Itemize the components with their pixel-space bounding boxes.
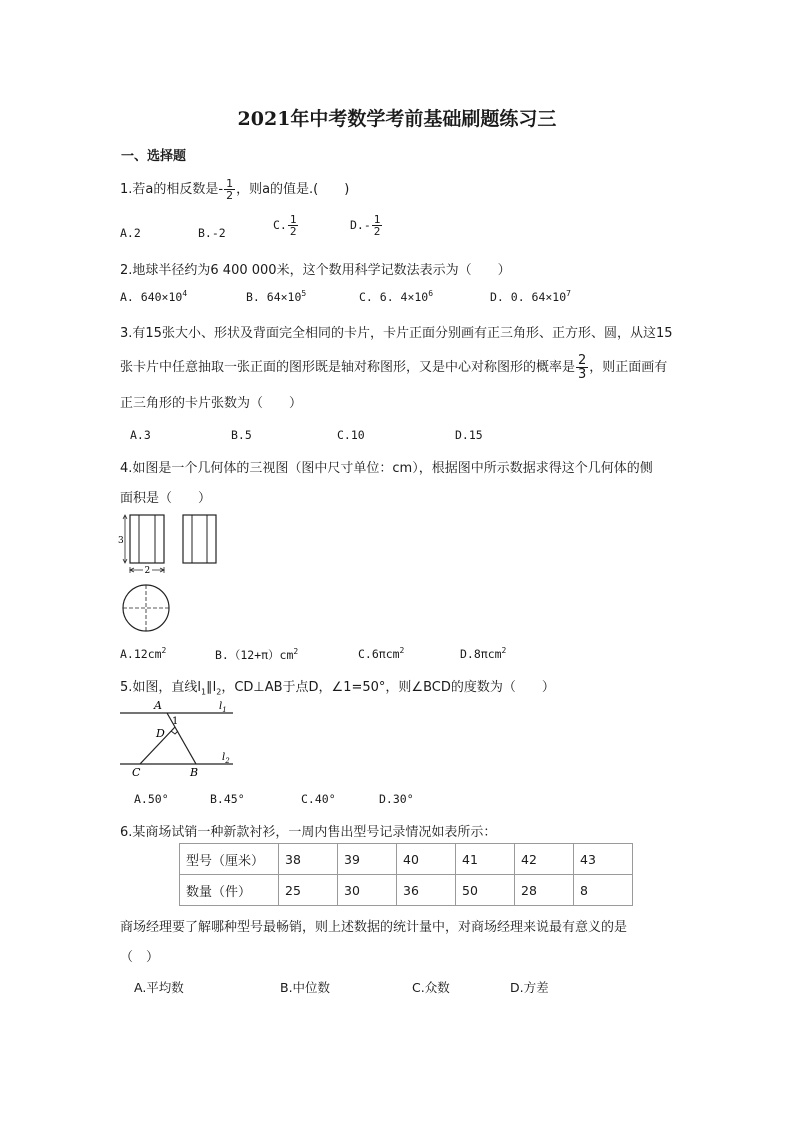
question-3-option-c[interactable]: C.10 [337, 428, 365, 442]
question-5-option-b[interactable]: B.45° [210, 792, 245, 806]
question-6-option-a[interactable]: A.平均数 [134, 980, 184, 995]
table-cell: 50 [456, 875, 515, 906]
question-1-option-d[interactable]: D.- $\frac{1}{2}$ [350, 213, 381, 238]
question-4-option-d[interactable]: D.8πcm$^2$ [460, 646, 507, 661]
question-3-option-b[interactable]: B.5 [231, 428, 252, 442]
question-6-option-b[interactable]: B.中位数 [280, 980, 331, 995]
three-view-top [120, 584, 174, 634]
question-3-line-1: 3.有15张大小、形状及背面完全相同的卡片，卡片正面分别画有正三角形、正方形、圆，从这15 [120, 326, 673, 341]
question-1-option-a[interactable]: A.2 [120, 226, 141, 240]
table-cell: 25 [279, 875, 338, 906]
question-6-option-c[interactable]: C.众数 [412, 980, 450, 995]
question-1-option-c[interactable]: C. $\frac{1}{2}$ [273, 213, 297, 238]
fraction: $\frac{1}{2}$ [226, 177, 234, 202]
table-row [180, 875, 633, 906]
table-header-label: 型号（厘米） [180, 844, 279, 875]
table-row-label: 数量（件） [180, 875, 279, 906]
question-6-stem: 6.某商场试销一种新款衬衫，一周内售出型号记录情况如表所示： [120, 825, 497, 840]
size-sales-table [179, 843, 633, 906]
angle-1-label: 1 [172, 716, 179, 727]
point-b-label: B [190, 766, 199, 779]
point-a-label: A [154, 699, 162, 712]
question-4-option-a[interactable]: $A.12cm^2$ [120, 646, 167, 661]
table-cell: 42 [515, 844, 574, 875]
question-3-line-2: 张卡片中任意抽取一张正面的图形既是轴对称图形，又是中心对称图形的概率是 $\frac{2}{3}$ ，则正面画有 [120, 353, 668, 382]
line-l1-label: $l_1$ [219, 701, 227, 714]
question-6-line-2: 商场经理要了解哪种型号最畅销，则上述数据的统计量中，对商场经理来说最有意义的是 [120, 920, 628, 935]
question-1-stem: 1.若a的相反数是- $\frac{1}{2}$ ，则a的值是.( ) [120, 177, 350, 202]
question-4-line-2: 面积是（ ） [120, 491, 212, 506]
question-2-option-c[interactable]: C. 6. $4\times 10^6$ [359, 289, 434, 304]
question-5-option-d[interactable]: D.30° [379, 792, 414, 806]
width-label: 2 [144, 566, 151, 576]
question-5-option-c[interactable]: C.40° [301, 792, 336, 806]
question-4-line-1: 4.如图是一个几何体的三视图（图中尺寸单位：cm），根据图中所示数据求得这个几何体的侧 [120, 461, 653, 476]
height-label: 3 [118, 536, 124, 546]
table-cell: 8 [574, 875, 633, 906]
table-cell: 40 [397, 844, 456, 875]
question-5-option-a[interactable]: A.50° [134, 792, 169, 806]
question-3-option-d[interactable]: D.15 [455, 428, 483, 442]
question-5-stem: 5.如图，直线$l_1\parallel l_2$，CD⊥AB于点D，∠1=50°，则∠BCD的度数为（ ） [120, 680, 555, 697]
point-c-label: C [132, 766, 141, 779]
point-d-label: D [156, 727, 165, 740]
parallel-lines-figure [118, 698, 238, 782]
table-cell: 30 [338, 875, 397, 906]
question-1-option-b[interactable]: B.-2 [198, 226, 226, 240]
table-cell: 41 [456, 844, 515, 875]
question-3-option-a[interactable]: A.3 [130, 428, 151, 442]
table-cell: 38 [279, 844, 338, 875]
question-4-option-b[interactable]: $B.(12+\pi)cm^2$ [215, 647, 299, 662]
section-heading: 一、选择题 [121, 149, 187, 164]
question-3-line-3: 正三角形的卡片张数为（ ） [120, 396, 303, 411]
table-cell: 36 [397, 875, 456, 906]
question-2-option-b[interactable]: B. $64\times 10^5$ [246, 289, 307, 304]
question-4-option-c[interactable]: C.6πcm$^2$ [358, 646, 405, 661]
line-l2-label: $l_2$ [222, 752, 230, 765]
question-6-option-d[interactable]: D.方差 [510, 980, 549, 995]
question-6-line-3: （ ） [120, 950, 160, 965]
table-cell: 43 [574, 844, 633, 875]
question-2-option-d[interactable]: D. 0. $64\times 10^7$ [490, 289, 571, 304]
table-cell: 28 [515, 875, 574, 906]
question-2-option-a[interactable]: A. $640\times 10^4$ [120, 289, 188, 304]
three-view-front-side [116, 510, 216, 580]
table-cell: 39 [338, 844, 397, 875]
table-row [180, 844, 633, 875]
page-title: 2021年中考数学考前基础刷题练习三 [237, 108, 557, 130]
question-2-stem: 2.地球半径约为6 400 000米，这个数用科学记数法表示为（ ） [120, 263, 511, 278]
